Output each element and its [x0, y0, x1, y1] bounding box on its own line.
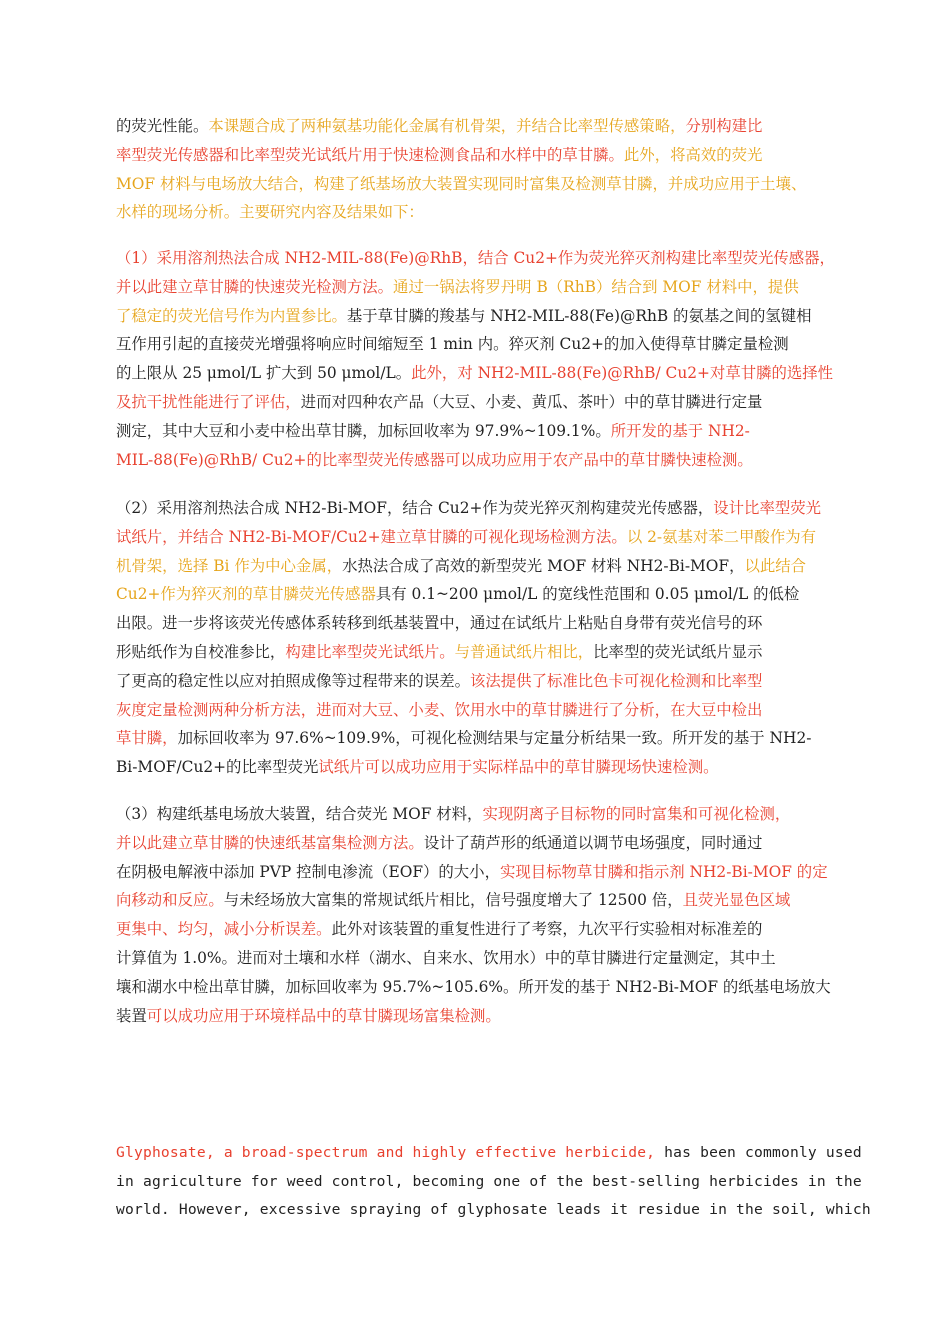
text-run: MIL-88(Fe)@RhB/ Cu2+的比率型荧光传感器可以成功应用于农产品中的草甘膦快速检测。	[116, 450, 753, 469]
text-run: 形贴纸作为自校准参比，	[116, 642, 286, 661]
text-line	[116, 609, 836, 638]
text-run: 分别构建比	[685, 117, 763, 135]
text-line	[116, 494, 836, 523]
text-line	[116, 198, 836, 227]
text-run: 且荧光显色区域	[682, 891, 791, 910]
text-line	[116, 244, 836, 273]
text-line	[116, 667, 836, 696]
text-line	[116, 417, 836, 446]
text-run: 草甘膦，	[116, 729, 178, 748]
text-run: has been commonly used	[655, 1144, 862, 1161]
text-run: 此外对该装置的重复性进行了考察，九次平行实验相对标准差的	[331, 920, 763, 939]
text-line	[116, 800, 836, 829]
text-run: 实现阴离子目标物的同时富集和可视化检测，	[482, 805, 791, 823]
text-line	[116, 915, 836, 944]
text-run: 机骨架，选择 Bi 作为中心金属，	[116, 556, 343, 575]
text-run: 加标回收率为 97.6%~109.9%，可视化检测结果与定量分析结果一致。所开发的基于 NH2-	[177, 729, 812, 748]
text-run: 具有 0.1~200 μmol/L 的宽线性范围和 0.05 μmol/L 的低检	[375, 585, 800, 604]
text-line	[116, 973, 836, 1002]
paragraph-intro	[116, 112, 836, 227]
text-run: （1）采用溶剂热法合成 NH2-MIL-88(Fe)@RhB，结合 Cu2+作为荧光猝灭剂构建比率型荧光传感器，	[116, 249, 835, 267]
text-line	[116, 638, 836, 667]
text-line	[116, 1168, 862, 1197]
text-run: 更集中、均匀，减小分析误差。	[116, 920, 332, 939]
text-run: 水样的现场分析。主要研究内容及结果如下：	[116, 203, 424, 222]
text-line	[116, 580, 836, 609]
text-run: 向移动和反应。	[116, 891, 224, 910]
text-run: 设计了葫芦形的纸通道以调节电场强度，同时通过	[423, 833, 763, 852]
text-line	[116, 273, 836, 302]
text-run: 试纸片，并结合 NH2-Bi-MOF/Cu2+建立草甘膦的可视化现场检测方法。	[116, 527, 627, 546]
text-run: Cu2+作为猝灭剂的草甘膦荧光传感器	[116, 585, 376, 604]
text-run: 此外，将高效的荧光	[623, 145, 763, 164]
text-run: 率型荧光传感器和比率型荧光试纸片用于快速检测食品和水样中的草甘膦。	[116, 145, 624, 164]
text-run: 计算值为 1.0%。进而对土壤和水样（湖水、自来水、饮用水）中的草甘膦进行定量测定，其中土	[116, 948, 776, 967]
text-line	[116, 170, 836, 199]
text-run: （3）构建纸基电场放大装置，结合荧光 MOF 材料，	[116, 805, 483, 823]
text-run: 了更高的稳定性以应对拍照成像等过程带来的误差。	[116, 671, 470, 690]
text-line	[116, 359, 836, 388]
text-run: world. However, excessive spraying of glyphosate leads it residue in the soil, which	[116, 1201, 871, 1219]
text-line	[116, 1002, 836, 1031]
text-line	[116, 552, 836, 581]
text-line	[116, 523, 836, 552]
text-run: 构建比率型荧光试纸片。	[285, 642, 455, 661]
text-run: 此外，对 NH2-MIL-88(Fe)@RhB/ Cu2+对草甘膦的选择性	[411, 364, 834, 383]
paragraph-item-1	[116, 244, 836, 474]
text-run: in agriculture for weed control, becoming one of the best-selling herbicides in the	[116, 1172, 862, 1190]
text-run: 装置	[116, 1006, 147, 1025]
text-line	[116, 858, 836, 887]
text-run: Bi-MOF/Cu2+的比率型荧光	[116, 758, 319, 777]
paragraph-item-3	[116, 800, 836, 1030]
text-run: 进而对四种农产品（大豆、小麦、黄瓜、茶叶）中的草甘膦进行定量	[300, 392, 763, 411]
text-line	[116, 302, 836, 331]
text-line	[116, 112, 836, 141]
text-run: 试纸片可以成功应用于实际样品中的草甘膦现场快速检测。	[318, 758, 719, 777]
paragraph-item-2	[116, 494, 836, 782]
text-line	[116, 753, 836, 782]
text-line	[116, 1139, 862, 1168]
text-run: 本课题合成了两种氨基功能化金属有机骨架，并结合比率型传感策略，	[208, 117, 686, 135]
text-line	[116, 330, 836, 359]
text-line	[116, 696, 836, 725]
text-run: 比率型的荧光试纸片显示	[593, 642, 763, 661]
text-run: 了稳定的荧光信号作为内置参比。	[116, 306, 347, 325]
text-run: 水热法合成了高效的新型荧光 MOF 材料 NH2-Bi-MOF，	[342, 556, 745, 575]
text-run: 实现目标物草甘膦和指示剂 NH2-Bi-MOF 的定	[499, 862, 828, 881]
paragraph-english-abstract	[116, 1139, 871, 1225]
text-run: 通过一锅法将罗丹明 B（RhB）结合到 MOF 材料中，提供	[393, 277, 799, 296]
text-run: 以 2-氨基对苯二甲酸作为有	[626, 527, 816, 546]
text-run: 该法提供了标准比色卡可视化检测和比率型	[470, 671, 763, 690]
text-line	[116, 388, 836, 417]
text-run: Glyphosate, a broad-spectrum and highly effective herbicide,	[116, 1144, 656, 1161]
text-run: MOF 材料与电场放大结合，构建了纸基场放大装置实现同时富集及检测草甘膦，并成功应用于土壤、	[116, 174, 807, 193]
text-line	[116, 944, 836, 973]
text-run: 以此结合	[744, 556, 807, 575]
text-run: 出限。进一步将该荧光传感体系转移到纸基装置中，通过在试纸片上粘贴自身带有荧光信号的环	[116, 614, 763, 633]
text-run: 的上限从 25 μmol/L 扩大到 50 μmol/L。	[116, 364, 412, 383]
text-run: 测定，其中大豆和小麦中检出草甘膦，加标回收率为 97.9%~109.1%。	[116, 421, 611, 440]
text-line	[116, 1196, 871, 1225]
text-run: 设计比率型荧光	[713, 499, 822, 517]
text-run: （2）采用溶剂热法合成 NH2-Bi-MOF，结合 Cu2+作为荧光猝灭剂构建荧光传感器，	[116, 499, 714, 517]
text-run: 与普通试纸片相比，	[454, 642, 594, 661]
text-run: 与未经场放大富集的常规试纸片相比，信号强度增大了 12500 倍，	[223, 891, 683, 910]
text-line	[116, 446, 836, 475]
text-run: 基于草甘膦的羧基与 NH2-MIL-88(Fe)@RhB 的氨基之间的氢键相	[346, 306, 812, 325]
text-run: 并以此建立草甘膦的快速荧光检测方法。	[116, 277, 394, 296]
text-run: 可以成功应用于环境样品中的草甘膦现场富集检测。	[146, 1006, 501, 1025]
text-run: 互作用引起的直接荧光增强将响应时间缩短至 1 min 内。猝灭剂 Cu2+的加入使得草甘膦定量检测	[116, 335, 789, 354]
text-run: 所开发的基于 NH2-	[610, 421, 750, 440]
text-line	[116, 141, 836, 170]
text-line	[116, 829, 836, 858]
text-run: 及抗干扰性能进行了评估，	[116, 392, 301, 411]
text-line	[116, 886, 836, 915]
text-run: 灰度定量检测两种分析方法，进而对大豆、小麦、饮用水中的草甘膦进行了分析，在大豆中检出	[116, 700, 763, 719]
text-line	[116, 724, 836, 753]
text-run: 并以此建立草甘膦的快速纸基富集检测方法。	[116, 833, 424, 852]
text-run: 壤和湖水中检出草甘膦，加标回收率为 95.7%~105.6%。所开发的基于 NH2-Bi-MOF 的纸基电场放大	[116, 977, 831, 996]
text-run: 的荧光性能。	[116, 117, 209, 135]
text-run: 在阴极电解液中添加 PVP 控制电渗流（EOF）的大小，	[116, 862, 500, 881]
